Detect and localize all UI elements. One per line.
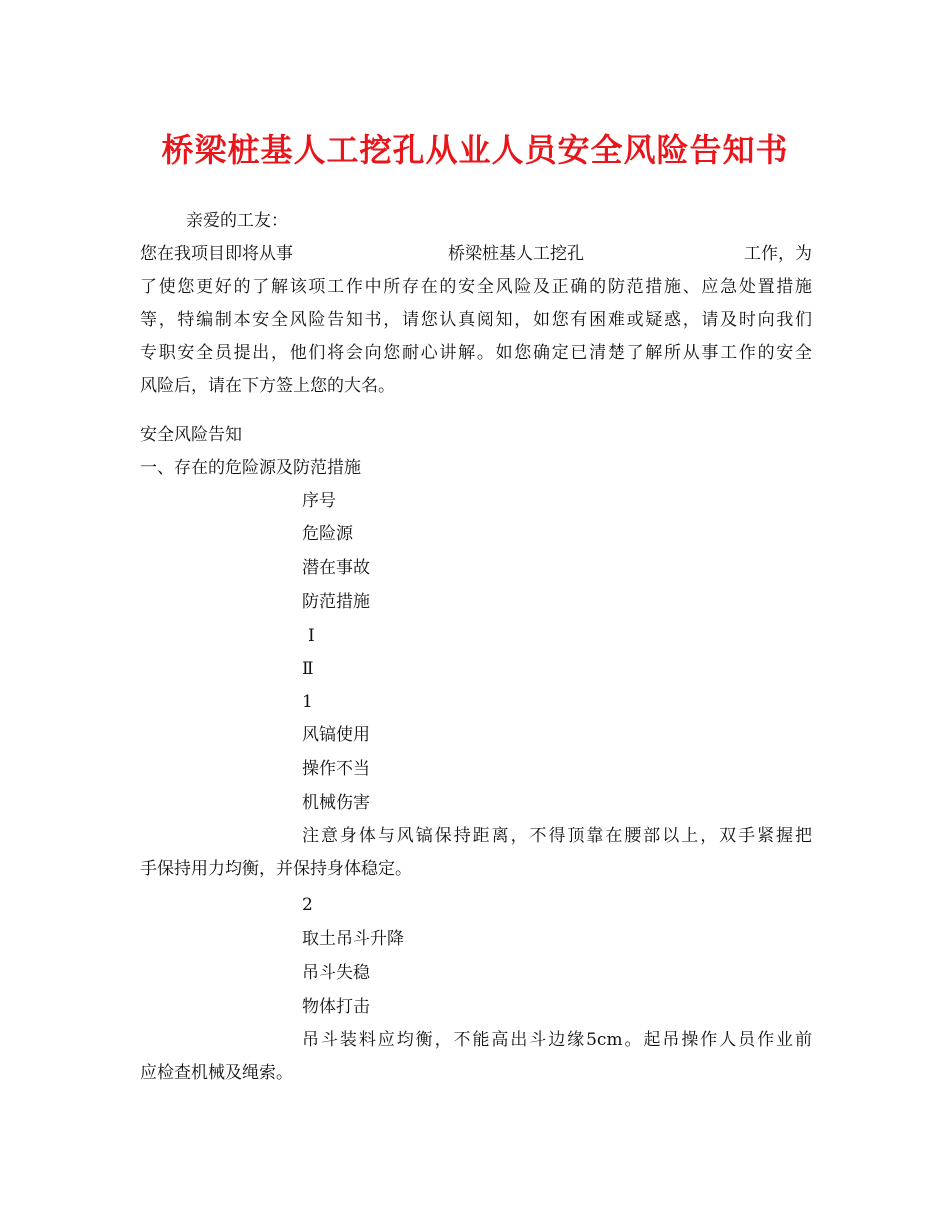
row-2-measure-line1: 吊斗装料应均衡，不能高出斗边缘5cm。起吊操作人员作业前 [302,1030,812,1050]
row-1-hazard: 风镐使用 [302,725,370,745]
row-1-measure-line2: 手保持用力均衡，并保持身体稳定。 [140,859,412,879]
row-2-cause: 吊斗失稳 [302,963,370,983]
intro-prefix: 您在我项目即将从事 [140,244,293,264]
row-2-measure-line2: 应检查机械及绳索。 [140,1063,293,1083]
row-2-no: 2 [302,895,313,915]
intro-paragraph [140,271,812,403]
intro-line: 专职安全员提出，他们将会向您耐心讲解。如您确定已清楚了解所从事工作的安全 [140,343,812,363]
row-2-measure [140,1024,812,1090]
row-2-hazard: 取土吊斗升降 [302,929,404,949]
row-1-measure-line1: 注意身体与风镐保持距离，不得顶靠在腰部以上，双手紧握把 [302,826,812,846]
table-header-accident: 潜在事故 [302,558,370,578]
greeting: 亲爱的工友： [186,211,288,231]
row-1-cause: 操作不当 [302,759,370,779]
table-header-hazard: 危险源 [302,524,353,544]
subsection-title: 一、存在的危险源及防范措施 [140,458,361,478]
intro-first-line [140,238,812,271]
intro-job: 桥梁桩基人工挖孔 [448,244,584,264]
section-title: 安全风险告知 [140,425,242,445]
table-header-no: 序号 [302,491,336,511]
level-label-2: Ⅱ [302,659,314,679]
intro-line: 了使您更好的了解该项工作中所存在的安全风险及正确的防范措施、应急处置措施 [140,277,812,297]
row-1-measure [140,820,812,886]
row-2-accident: 物体打击 [302,997,370,1017]
intro-suffix: 工作，为 [744,244,812,264]
table-header-measure: 防范措施 [302,592,370,612]
row-1-no: 1 [302,692,313,712]
intro-line: 风险后，请在下方签上您的大名。 [140,376,395,396]
row-1-accident: 机械伤害 [302,793,370,813]
intro-line: 等，特编制本安全风险告知书，请您认真阅知，如您有困难或疑惑，请及时向我们 [140,310,812,330]
level-label-1: Ⅰ [308,626,315,646]
document-title: 桥梁桩基人工挖孔从业人员安全风险告知书 [161,131,789,169]
